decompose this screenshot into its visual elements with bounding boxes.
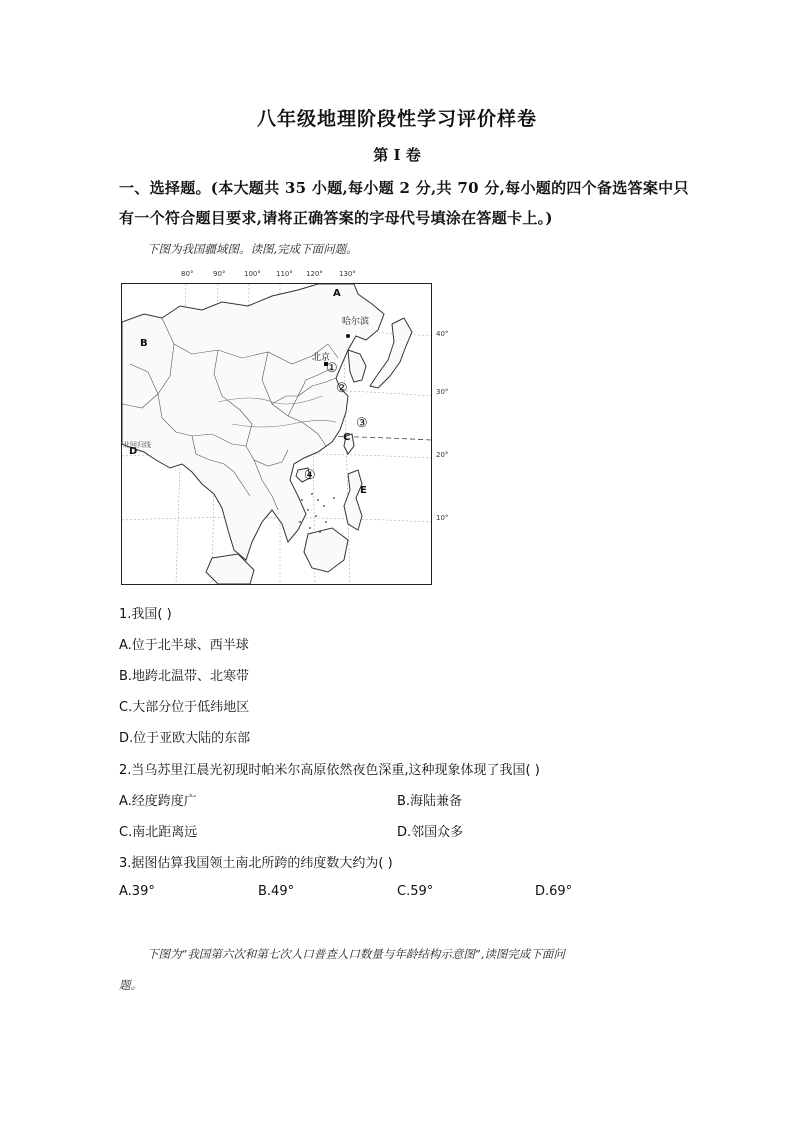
population-intro-line2: 题。 bbox=[119, 978, 142, 992]
territory-map bbox=[121, 283, 432, 585]
page-title: 八年级地理阶段性学习评价样卷 bbox=[256, 108, 537, 130]
lon-label: 100° bbox=[244, 270, 261, 278]
marker-circle-2: ② bbox=[336, 381, 348, 396]
label-beijing: 北京 bbox=[312, 353, 331, 363]
question-3-option-b: B.49° bbox=[258, 884, 295, 899]
marker-b: B bbox=[140, 338, 148, 349]
lon-label: 80° bbox=[181, 270, 194, 278]
map-intro: 下图为我国疆域图。读图,完成下面问题。 bbox=[147, 242, 358, 256]
question-3-option-c: C.59° bbox=[397, 884, 434, 899]
question-2-option-b: B.海陆兼备 bbox=[397, 794, 463, 809]
lat-label: 10° bbox=[436, 514, 449, 522]
lon-label: 90° bbox=[213, 270, 226, 278]
lat-label: 20° bbox=[436, 451, 449, 459]
marker-circle-1: ① bbox=[326, 361, 338, 376]
marker-d: D bbox=[129, 446, 138, 457]
section-instructions-line2: 有一个符合题目要求,请将正确答案的字母代号填涂在答题卡上。) bbox=[119, 209, 553, 227]
question-3-option-a: A.39° bbox=[119, 884, 155, 899]
lon-label: 120° bbox=[306, 270, 323, 278]
question-2-option-c: C.南北距离远 bbox=[119, 825, 198, 840]
question-3-option-d: D.69° bbox=[535, 884, 573, 899]
question-2-option-d: D.邻国众多 bbox=[397, 825, 464, 840]
section-instructions-line1: 一、选择题。(本大题共 35 小题,每小题 2 分,共 70 分,每小题的四个备选答案中只 bbox=[119, 179, 689, 197]
marker-c: C bbox=[343, 432, 351, 443]
marker-circle-3: ③ bbox=[356, 416, 368, 431]
lon-label: 130° bbox=[339, 270, 356, 278]
question-1-option-d: D.位于亚欧大陆的东部 bbox=[119, 731, 251, 746]
label-tropic-of-cancer: 北回归线 bbox=[123, 441, 151, 449]
label-harbin: 哈尔滨 bbox=[342, 317, 370, 327]
marker-e: E bbox=[360, 485, 367, 496]
question-1-option-c: C.大部分位于低纬地区 bbox=[119, 700, 250, 715]
lat-label: 30° bbox=[436, 388, 449, 396]
question-2-option-a: A.经度跨度广 bbox=[119, 794, 197, 809]
marker-circle-4: ④ bbox=[304, 468, 316, 483]
question-1-option-a: A.位于北半球、西半球 bbox=[119, 638, 249, 653]
lat-label: 40° bbox=[436, 330, 449, 338]
map-drawing bbox=[122, 284, 431, 584]
lon-label: 110° bbox=[276, 270, 293, 278]
marker-a: A bbox=[333, 288, 341, 299]
land-outline bbox=[122, 284, 412, 584]
harbin-marker bbox=[346, 334, 350, 338]
question-1-option-b: B.地跨北温带、北寒带 bbox=[119, 669, 250, 684]
question-3-stem: 3.据图估算我国领土南北所跨的纬度数大约为( ) bbox=[119, 856, 393, 871]
question-1-stem: 1.我国( ) bbox=[119, 607, 172, 622]
part-heading: 第 I 卷 bbox=[373, 146, 421, 164]
question-2-stem: 2.当乌苏里江晨光初现时帕米尔高原依然夜色深重,这种现象体现了我国( ) bbox=[119, 763, 540, 778]
population-intro-line1: 下图为“我国第六次和第七次人口普查人口数量与年龄结构示意图”,读图完成下面问 bbox=[147, 947, 565, 961]
